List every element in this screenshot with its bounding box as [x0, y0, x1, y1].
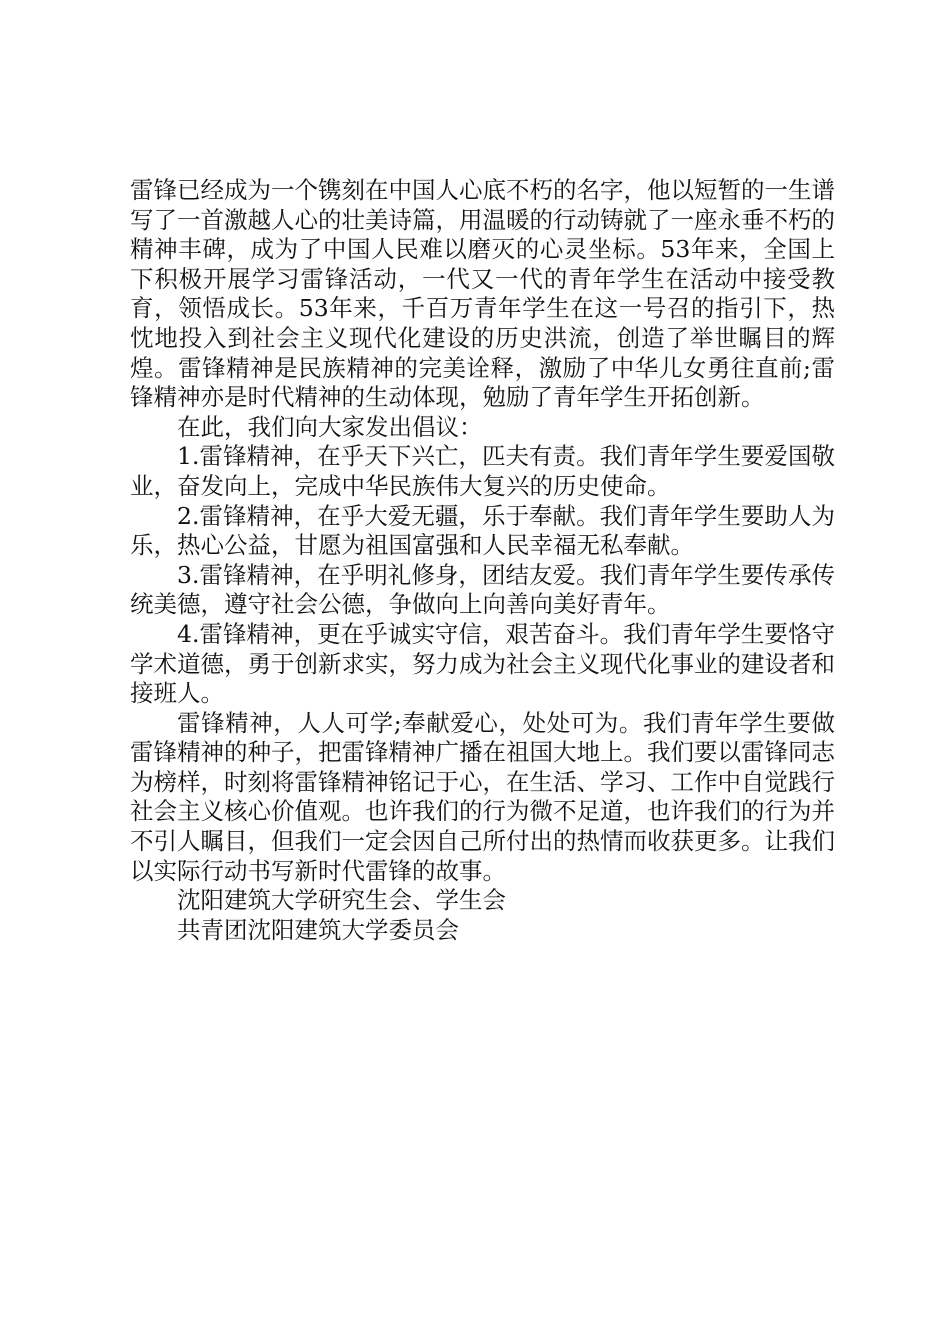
- document-page: [130, 176, 835, 945]
- closing-paragraph: 雷锋精神，人人可学;奉献爱心，处处可为。我们青年学生要做雷锋精神的种子，把雷锋精神广播在祖国大地上。我们要以雷锋同志为榜样，时刻将雷锋精神铭记于心，在生活、学习、工作中自觉践行社会主义核心价值观。也许我们的行为微不足道，也许我们的行为并不引人瞩目，但我们一定会因自己所付出的热情而收获更多。让我们以实际行动书写新时代雷锋的故事。: [130, 708, 835, 885]
- signature-line-1: 沈阳建筑大学研究生会、学生会: [177, 886, 506, 915]
- proposal-intro-paragraph: 在此，我们向大家发出倡议：: [177, 412, 483, 441]
- proposal-item-4: 4.雷锋精神，更在乎诚实守信，艰苦奋斗。我们青年学生要恪守学术道德，勇于创新求实，努力成为社会主义现代化事业的建设者和接班人。: [130, 619, 835, 708]
- proposal-item-1: 1.雷锋精神，在乎天下兴亡，匹夫有责。我们青年学生要爱国敬业，奋发向上，完成中华民族伟大复兴的历史使命。: [130, 442, 835, 500]
- proposal-item-3: 3.雷锋精神，在乎明礼修身，团结友爱。我们青年学生要传承传统美德，遵守社会公德，争做向上向善向美好青年。: [130, 560, 835, 619]
- proposal-item-2: 2.雷锋精神，在乎大爱无疆，乐于奉献。我们青年学生要助人为乐，热心公益，甘愿为祖国富强和人民幸福无私奉献。: [130, 501, 835, 560]
- intro-paragraph: 雷锋已经成为一个镌刻在中国人心底不朽的名字，他以短暂的一生谱写了一首激越人心的壮美诗篇，用温暖的行动铸就了一座永垂不朽的精神丰碑，成为了中国人民难以磨灭的心灵坐标。53年来，全国上下积极开展学习雷锋活动，一代又一代的青年学生在活动中接受教育，领悟成长。53年来，千百万青年学生在这一号召的指引下，热忱地投入到社会主义现代化建设的历史洪流，创造了举世瞩目的辉煌。雷锋精神是民族精神的完美诠释，激励了中华儿女勇往直前;雷锋精神亦是时代精神的生动体现，勉励了青年学生开拓创新。: [130, 176, 835, 412]
- signature-line-2: 共青团沈阳建筑大学委员会: [177, 915, 459, 944]
